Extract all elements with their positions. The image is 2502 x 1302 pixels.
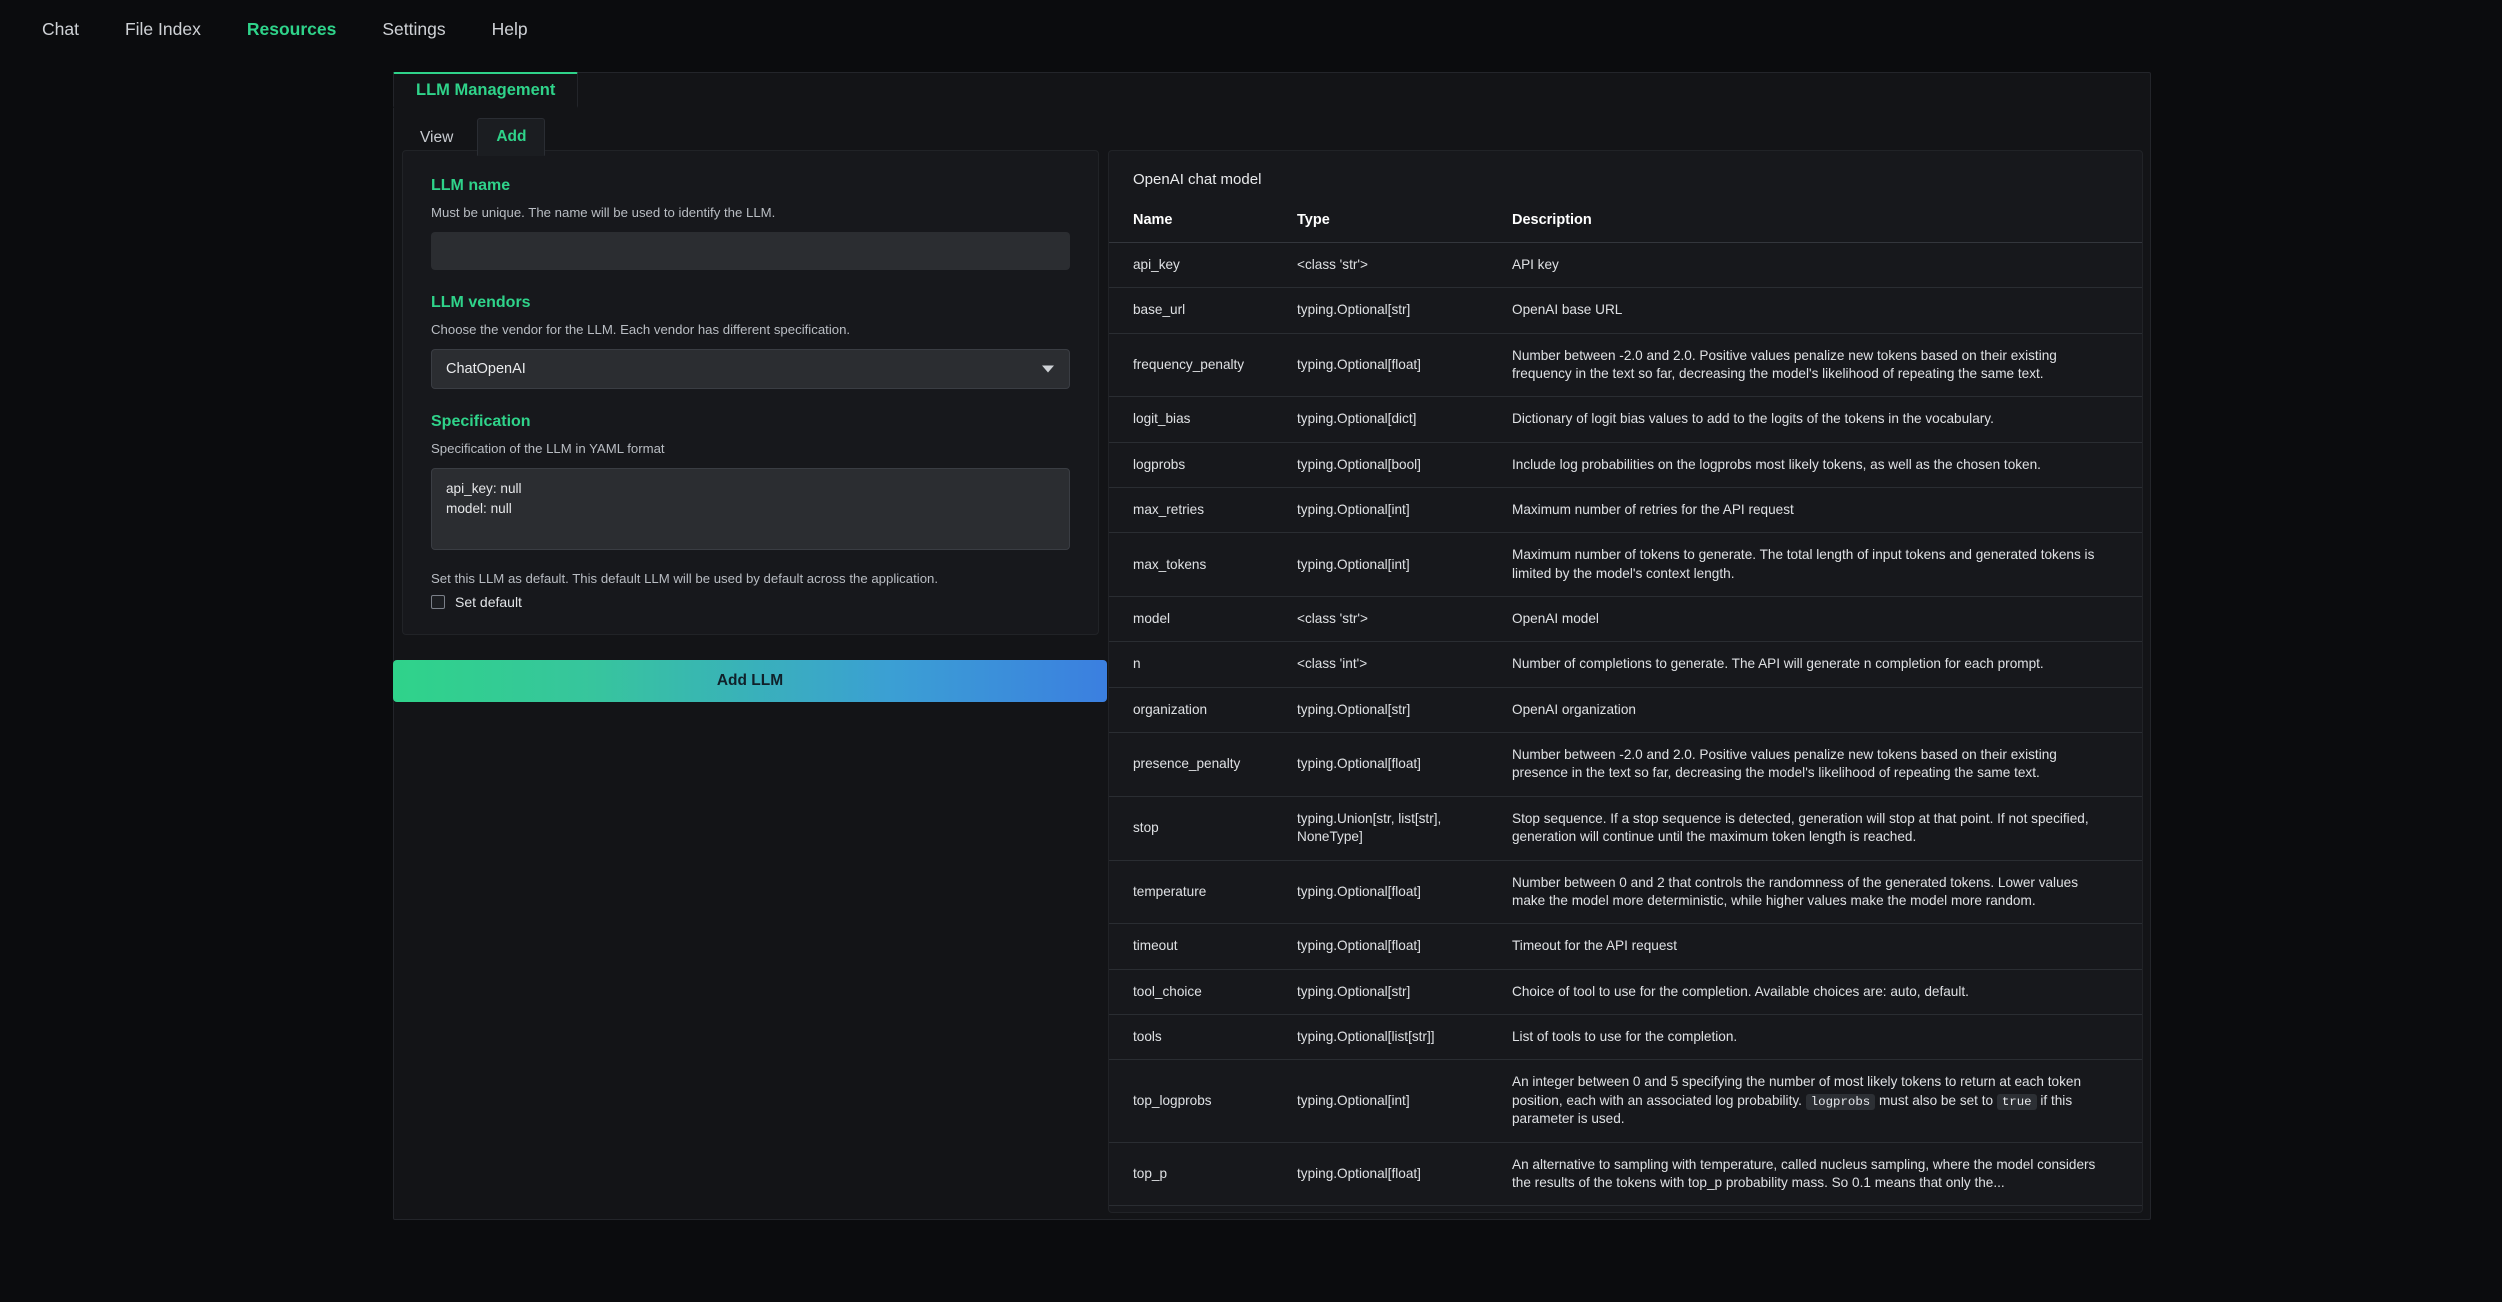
spec-title: OpenAI chat model <box>1133 171 1262 188</box>
llm-name-label: LLM name <box>431 177 511 194</box>
cell-name: max_tokens <box>1109 533 1281 597</box>
cell-desc: Number between -2.0 and 2.0. Positive values penalize new tokens based on their existing presence in the text so far, decreasing the model's likelihood of repeating the same text. <box>1496 733 2142 797</box>
cell-desc: Number between -2.0 and 2.0. Positive values penalize new tokens based on their existing frequency in the text so far, decreasing the model's likelihood of repeating the same text. <box>1496 333 2142 397</box>
cell-type: typing.Optional[bool] <box>1281 442 1496 487</box>
cell-name: n <box>1109 642 1281 687</box>
col-name: Name <box>1109 202 1281 243</box>
cell-type: <class 'int'> <box>1281 642 1496 687</box>
cell-name: api_key <box>1109 243 1281 288</box>
tab-view[interactable]: View <box>420 129 454 146</box>
cell-name: tool_choice <box>1109 969 1281 1014</box>
cell-desc: OpenAI base URL <box>1496 288 2142 333</box>
spec-table-body <box>1109 243 2142 1206</box>
cell-type: typing.Optional[float] <box>1281 733 1496 797</box>
cell-desc: API key <box>1496 243 2142 288</box>
table-row <box>1109 288 2142 333</box>
cell-desc: Dictionary of logit bias values to add to the logits of the tokens in the vocabulary. <box>1496 397 2142 442</box>
cell-name: tools <box>1109 1014 1281 1059</box>
table-row <box>1109 924 2142 969</box>
table-header-row <box>1109 202 2142 243</box>
cell-desc: An integer between 0 and 5 specifying the number of most likely tokens to return at each token position, each with an associated log probability. logprobs must also be set to true if this parameter is used. <box>1496 1060 2142 1142</box>
top-navigation <box>0 0 2502 58</box>
cell-desc: Number between 0 and 2 that controls the randomness of the generated tokens. Lower values make the model more deterministic, while higher values make the model more random. <box>1496 860 2142 924</box>
set-default-checkbox[interactable] <box>431 595 445 609</box>
cell-name: stop <box>1109 796 1281 860</box>
cell-name: timeout <box>1109 924 1281 969</box>
table-row <box>1109 642 2142 687</box>
nav-item-help[interactable]: Help <box>491 18 528 39</box>
cell-type: typing.Optional[dict] <box>1281 397 1496 442</box>
nav-item-resources[interactable]: Resources <box>246 18 337 39</box>
cell-type: typing.Optional[float] <box>1281 924 1496 969</box>
table-row <box>1109 488 2142 533</box>
table-row <box>1109 243 2142 288</box>
cell-desc: OpenAI organization <box>1496 687 2142 732</box>
table-row <box>1109 333 2142 397</box>
cell-type: typing.Optional[float] <box>1281 1142 1496 1206</box>
set-default-help: Set this LLM as default. This default LLM will be used by default across the application. <box>431 571 939 586</box>
table-row <box>1109 860 2142 924</box>
nav-item-settings[interactable]: Settings <box>382 18 446 39</box>
cell-desc: Timeout for the API request <box>1496 924 2142 969</box>
cell-name: frequency_penalty <box>1109 333 1281 397</box>
table-row <box>1109 442 2142 487</box>
table-row <box>1109 796 2142 860</box>
cell-name: presence_penalty <box>1109 733 1281 797</box>
cell-type: typing.Optional[int] <box>1281 1060 1496 1142</box>
cell-desc: List of tools to use for the completion. <box>1496 1014 2142 1059</box>
cell-type: typing.Optional[str] <box>1281 288 1496 333</box>
cell-desc: Include log probabilities on the logprobs most likely tokens, as well as the chosen token. <box>1496 442 2142 487</box>
add-llm-form <box>402 150 1099 635</box>
nav-item-file-index[interactable]: File Index <box>124 18 201 39</box>
cell-type: <class 'str'> <box>1281 597 1496 642</box>
cell-desc: Maximum number of tokens to generate. The total length of input tokens and generated tokens is limited by the model's context length. <box>1496 533 2142 597</box>
cell-type: typing.Optional[float] <box>1281 333 1496 397</box>
specification-help: Specification of the LLM in YAML format <box>431 441 665 456</box>
table-row <box>1109 397 2142 442</box>
cell-name: top_p <box>1109 1142 1281 1206</box>
specification-textarea[interactable] <box>431 468 1070 550</box>
code-logprobs: logprobs <box>1806 1094 1876 1110</box>
cell-type: typing.Optional[int] <box>1281 488 1496 533</box>
cell-name: max_retries <box>1109 488 1281 533</box>
llm-vendors-label: LLM vendors <box>431 294 531 311</box>
cell-type: typing.Optional[int] <box>1281 533 1496 597</box>
spec-panel <box>1108 150 2143 1213</box>
tab-add[interactable]: Add <box>477 118 545 156</box>
llm-name-input[interactable] <box>431 232 1070 270</box>
cell-desc: An alternative to sampling with temperature, called nucleus sampling, where the model considers the results of the tokens with top_p probability mass. So 0.1 means that only the... <box>1496 1142 2142 1206</box>
col-type: Type <box>1281 202 1496 243</box>
cell-name: logit_bias <box>1109 397 1281 442</box>
llm-vendor-select[interactable]: ChatOpenAI <box>431 349 1070 389</box>
llm-vendors-help: Choose the vendor for the LLM. Each vendor has different specification. <box>431 322 851 337</box>
table-row <box>1109 597 2142 642</box>
cell-desc: Stop sequence. If a stop sequence is detected, generation will stop at that point. If not specified, generation will continue until the maximum token length is reached. <box>1496 796 2142 860</box>
nav-item-chat[interactable]: Chat <box>42 18 79 39</box>
spec-table <box>1109 202 2142 1206</box>
table-row <box>1109 1142 2142 1206</box>
cell-type: typing.Optional[str] <box>1281 687 1496 732</box>
cell-type: typing.Optional[str] <box>1281 969 1496 1014</box>
llm-name-help: Must be unique. The name will be used to identify the LLM. <box>431 205 776 220</box>
cell-name: temperature <box>1109 860 1281 924</box>
llm-vendor-select-wrap <box>431 349 1070 389</box>
add-llm-button[interactable]: Add LLM <box>393 660 1107 702</box>
cell-type: typing.Union[str, list[str], NoneType] <box>1281 796 1496 860</box>
cell-type: typing.Optional[float] <box>1281 860 1496 924</box>
sub-tabs <box>402 118 545 156</box>
table-row <box>1109 687 2142 732</box>
col-description: Description <box>1496 202 2142 243</box>
cell-desc: Number of completions to generate. The API will generate n completion for each prompt. <box>1496 642 2142 687</box>
tab-llm-management[interactable]: LLM Management <box>393 72 578 108</box>
cell-type: typing.Optional[list[str]] <box>1281 1014 1496 1059</box>
cell-desc: Choice of tool to use for the completion. Available choices are: auto, default. <box>1496 969 2142 1014</box>
cell-name: model <box>1109 597 1281 642</box>
cell-name: organization <box>1109 687 1281 732</box>
table-row <box>1109 1014 2142 1059</box>
cell-desc: Maximum number of retries for the API request <box>1496 488 2142 533</box>
cell-desc: OpenAI model <box>1496 597 2142 642</box>
code-true: true <box>1997 1094 2037 1110</box>
set-default-label: Set default <box>455 594 522 610</box>
cell-name: base_url <box>1109 288 1281 333</box>
table-row <box>1109 733 2142 797</box>
cell-name: logprobs <box>1109 442 1281 487</box>
cell-name: top_logprobs <box>1109 1060 1281 1142</box>
table-row <box>1109 1060 2142 1142</box>
table-row <box>1109 533 2142 597</box>
specification-label: Specification <box>431 413 531 430</box>
table-row <box>1109 969 2142 1014</box>
cell-type: <class 'str'> <box>1281 243 1496 288</box>
set-default-row <box>431 594 1070 610</box>
